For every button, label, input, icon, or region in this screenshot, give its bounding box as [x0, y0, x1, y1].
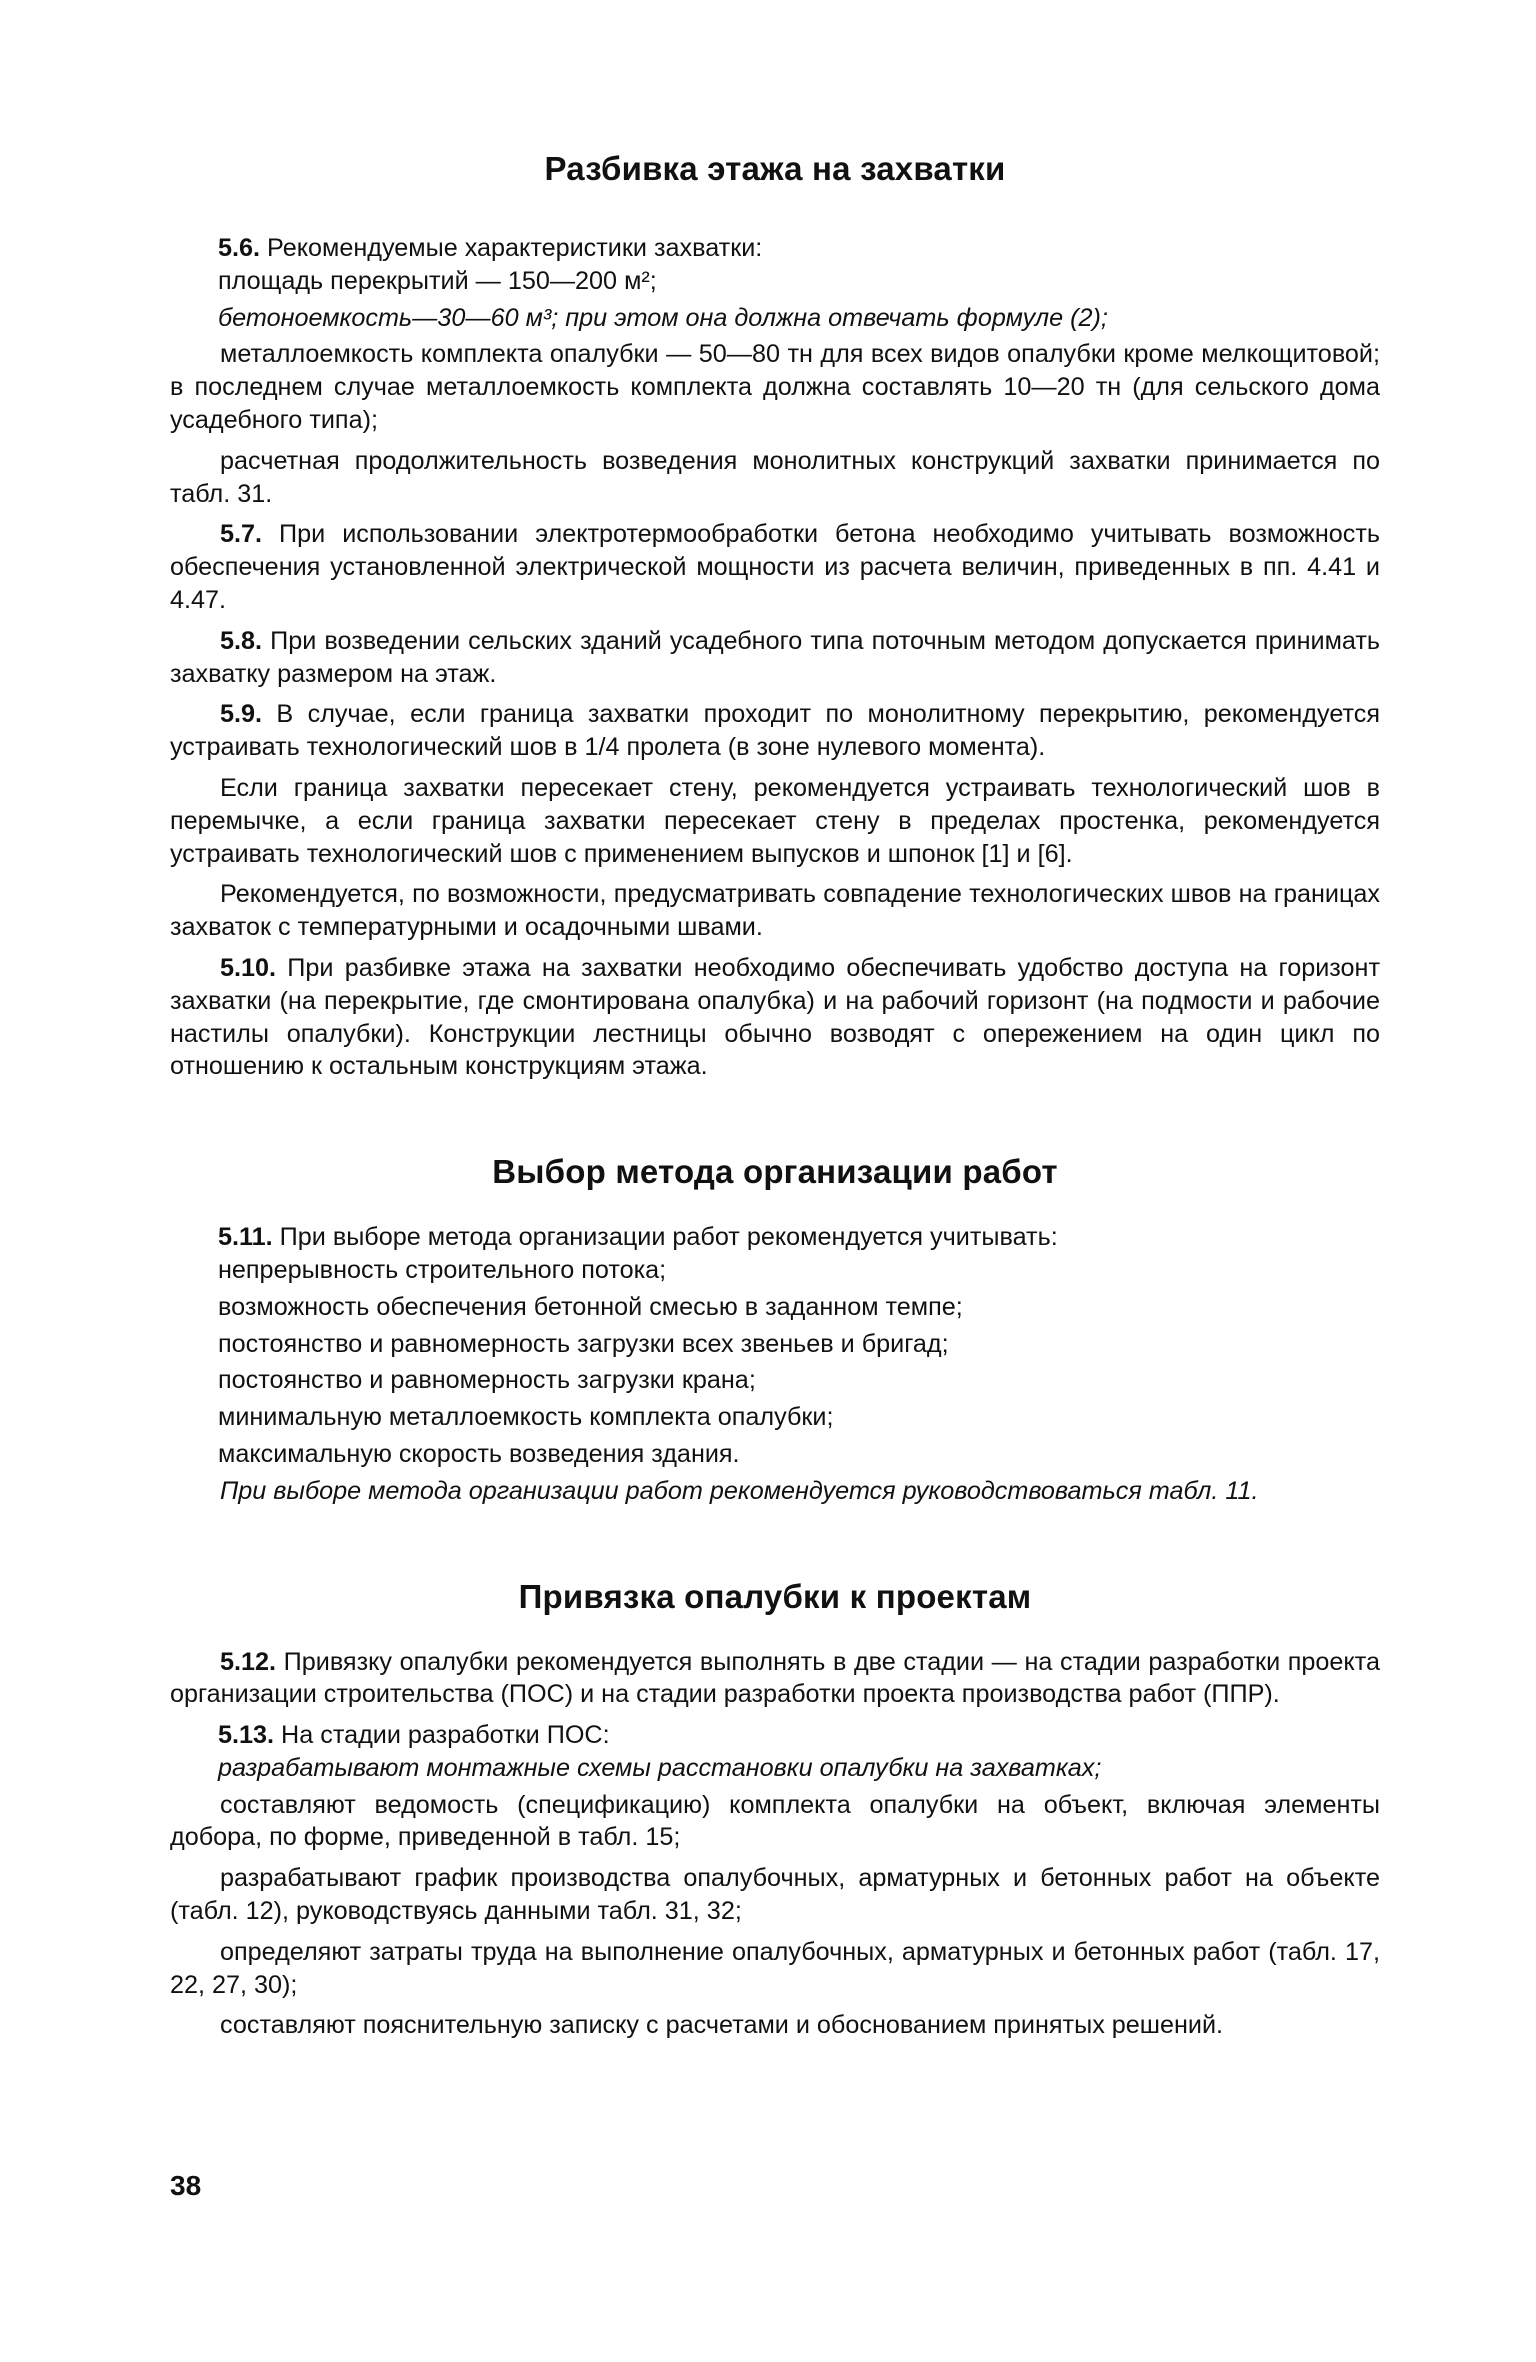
list-item: бетоноемкость—30—60 м³; при этом она должна отвечать формуле (2); [218, 303, 1108, 332]
section-heading: Выбор метода организации работ [492, 1153, 1058, 1191]
clause-text: На стадии разработки ПОС: [274, 1721, 610, 1750]
paragraph-5-10 [170, 952, 1380, 1083]
paragraph-5-8 [170, 625, 1380, 691]
paragraph-5-6-intro [170, 232, 1380, 265]
list-item: площадь перекрытий — 150—200 м²; [218, 266, 657, 295]
clause-text: Рекомендуемые характеристики захватки: [260, 234, 763, 262]
list-item: разрабатывают монтажные схемы расстановки опалубки на захватках; [218, 1753, 1102, 1782]
list-item: определяют затраты труда на выполнение опалубочных, арматурных и бетонных работ (табл. 17, 22, 27, 30); [170, 1937, 1380, 1999]
clause-number: 5.6. [218, 234, 261, 262]
list-item: составляют пояснительную записку с расчетами и обоснованием принятых решений. [220, 2011, 1224, 2040]
clause-number: 5.11. [218, 1223, 273, 1252]
list-item: разрабатывают график производства опалубочных, арматурных и бетонных работ на объекте (табл. 12), руководствуясь данными табл. 31, 32; [170, 1864, 1380, 1926]
section-heading: Разбивка этажа на захватки [544, 150, 1006, 187]
paragraph-5-13-intro [170, 1719, 1380, 1752]
list-item: непрерывность строительного потока; [218, 1255, 667, 1284]
page-content [170, 150, 1380, 2050]
paragraph-5-9-recommendation: Рекомендуется, по возможности, предусматривать совпадение технологических швов на границах захваток с температурными и осадочными швами. [170, 880, 1380, 942]
paragraph-5-9 [170, 698, 1380, 764]
paragraph-5-11-closing: При выборе метода организации работ рекомендуется руководствоваться табл. 11. [220, 1476, 1259, 1505]
clause-text: При разбивке этажа на захватки необходимо обеспечивать удобство доступа на горизонт захватки (на перекрытие, где смонтирована опалубка) и на рабочий горизонт (на подмости и рабочие настилы опалубки). Конструкции лестницы обычно возводят с опережением на один цикл по отношению к остальным конструкциям этажа. [170, 953, 1380, 1081]
clause-text: При выборе метода организации работ рекомендуется учитывать: [272, 1223, 1058, 1252]
clause-text: В случае, если граница захватки проходит по монолитному перекрытию, рекомендуется устраивать технологический шов в 1/4 пролета (в зоне нулевого момента). [170, 700, 1380, 762]
list-item: металлоемкость комплекта опалубки — 50—80 тн для всех видов опалубки кроме мелкощитовой; в последнем случае металлоемкость комплекта должна составлять 10—20 тн (для сельского дома усадебного типа); [170, 340, 1380, 434]
clause-number: 5.12. [220, 1647, 277, 1676]
list-item: максимальную скорость возведения здания. [218, 1439, 740, 1468]
clause-number: 5.9. [220, 700, 263, 729]
list-item: постоянство и равномерность загрузки всех звеньев и бригад; [218, 1329, 949, 1358]
paragraph-5-11-intro [170, 1221, 1380, 1254]
paragraph-5-9-continued: Если граница захватки пересекает стену, рекомендуется устраивать технологический шов в перемычке, а если граница захватки пересекает стену в пределах простенка, рекомендуется устраивать технологический шов с применением выпусков и шпонок [1] и [6]. [170, 773, 1380, 868]
list-item: возможность обеспечения бетонной смесью в заданном темпе; [218, 1292, 963, 1321]
clause-number: 5.10. [220, 953, 277, 982]
clause-text: При использовании электротермообработки бетона необходимо учитывать возможность обеспечения установленной электрической мощности из расчета величин, приведенных в пп. 4.41 и 4.47. [170, 520, 1380, 614]
clause-text: При возведении сельских зданий усадебного типа поточным методом допускается принимать захватку размером на этаж. [170, 626, 1380, 688]
clause-text: Привязку опалубки рекомендуется выполнять в две стадии — на стадии разработки проекта организации строительства (ПОС) и на стадии разработки проекта производства работ (ППР). [170, 1647, 1380, 1709]
paragraph-5-7 [170, 518, 1380, 616]
clause-number: 5.8. [220, 626, 263, 655]
page-number: 38 [170, 2170, 202, 2201]
paragraph-5-12 [170, 1646, 1380, 1712]
list-item: расчетная продолжительность возведения монолитных конструкций захватки принимается по табл. 31. [170, 446, 1380, 508]
section-heading: Привязка опалубки к проектам [518, 1577, 1032, 1615]
clause-number: 5.7. [220, 520, 263, 549]
clause-number: 5.13. [218, 1721, 275, 1750]
list-item: минимальную металлоемкость комплекта опалубки; [218, 1403, 834, 1432]
list-item: постоянство и равномерность загрузки крана; [218, 1366, 756, 1395]
list-item: составляют ведомость (спецификацию) комплекта опалубки на объект, включая элементы добора, по форме, приведенной в табл. 15; [170, 1790, 1380, 1852]
